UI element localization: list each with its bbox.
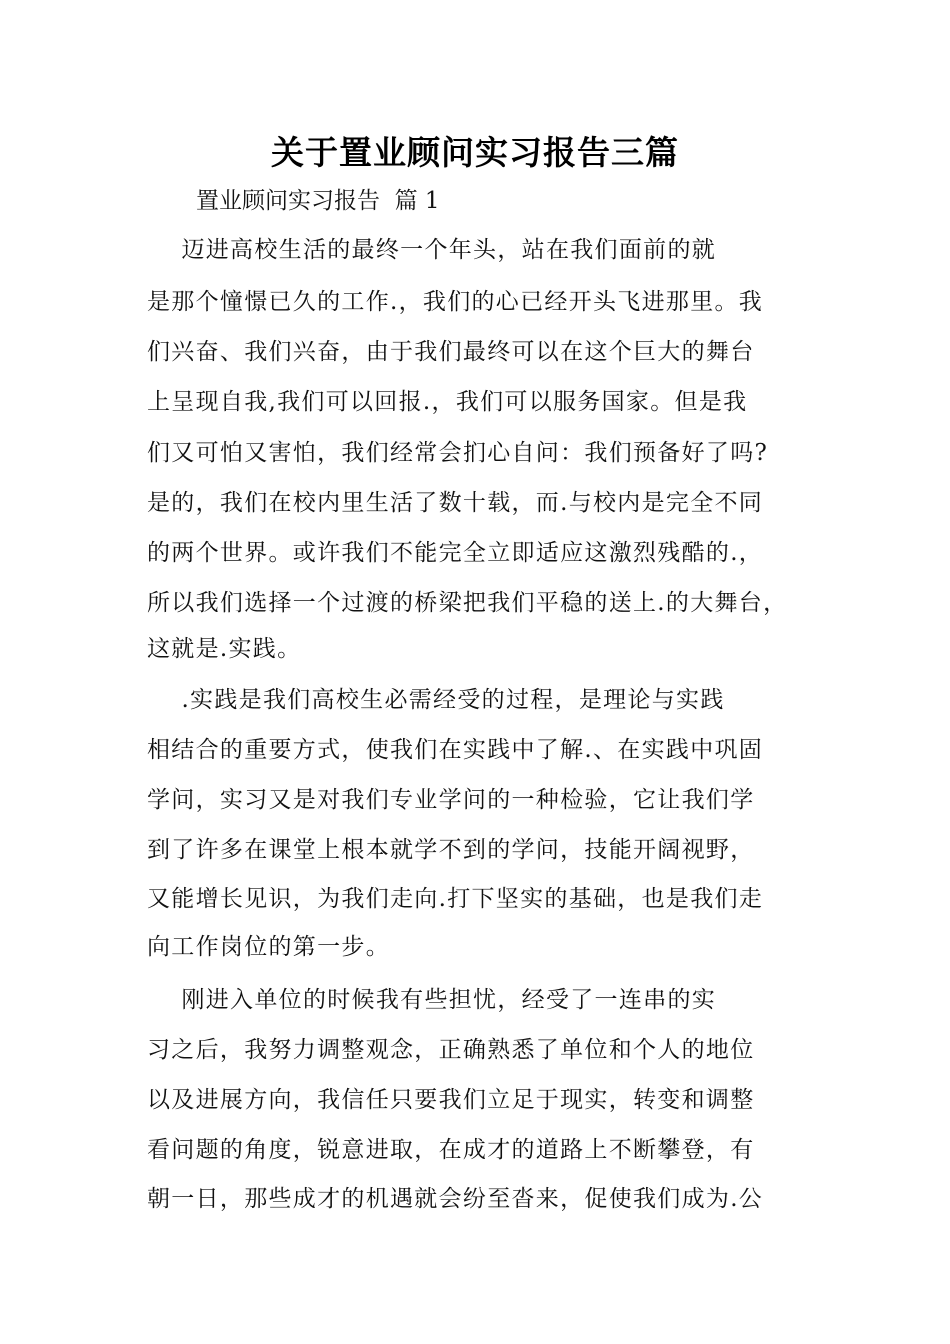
body-line: 所以我们选择一个过渡的桥梁把我们平稳的送上.的大舞台， [147,590,788,616]
body-line: 们又可怕又害怕，我们经常会扪心自问：我们预备好了吗? [147,440,769,466]
body-line: 以及进展方向，我信任只要我们立足于现实，转变和调整 [147,1087,755,1113]
body-line: 迈进高校生活的最终一个年头，站在我们面前的就 [147,237,717,263]
body-line: 们兴奋、我们兴奋，由于我们最终可以在这个巨大的舞台 [147,339,755,365]
body-line: 学问，实习又是对我们专业学问的一种检验，它让我们学 [147,787,755,813]
body-line: 这就是.实践。 [147,636,302,662]
body-line: 习之后，我努力调整观念，正确熟悉了单位和个人的地位 [147,1037,755,1063]
body-line: .实践是我们高校生必需经受的过程，是理论与实践 [147,687,725,713]
body-line: 刚进入单位的时候我有些担忧，经受了一连串的实 [147,987,717,1013]
body-line: 朝一日，那些成才的机遇就会纷至沓来，促使我们成为.公 [147,1186,764,1212]
body-line: 相结合的重要方式，使我们在实践中了解.、在实践中巩固 [147,737,764,763]
body-line: 是那个憧憬已久的工作.，我们的心已经开头飞进那里。我 [147,289,764,315]
body-line: 到了许多在课堂上根本就学不到的学问，技能开阔视野， [147,837,755,863]
document-title: 关于置业顾问实习报告三篇 [271,133,679,172]
section-heading: 置业顾问实习报告 篇 1 [196,188,440,214]
body-line: 又能增长见识，为我们走向.打下坚实的基础，也是我们走 [147,886,764,912]
body-line: 上呈现自我,我们可以回报.，我们可以服务国家。但是我 [147,389,748,415]
body-line: 的两个世界。或许我们不能完全立即适应这激烈残酷的.， [147,540,764,566]
body-line: 向工作岗位的第一步。 [147,934,390,960]
body-line: 看问题的角度，锐意进取，在成才的道路上不断攀登，有 [147,1137,755,1163]
body-line: 是的，我们在校内里生活了数十载，而.与校内是完全不同 [147,490,764,516]
